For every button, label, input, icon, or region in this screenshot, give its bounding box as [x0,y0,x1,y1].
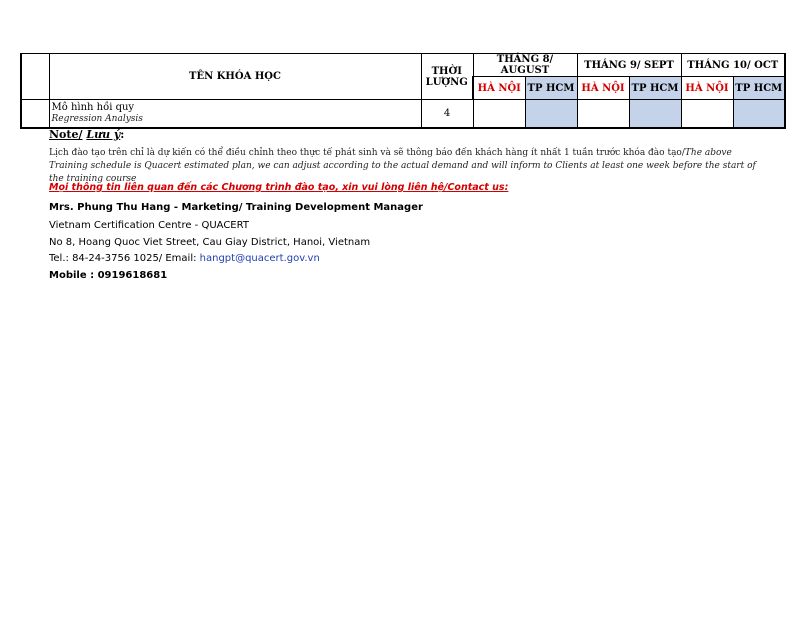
note-title [49,128,124,141]
training-schedule-table [20,53,786,129]
city-hanoi-header: HÀ NỘI [681,77,733,100]
schedule-cell [577,100,629,129]
month-august-header: THÁNG 8/ AUGUST [473,54,577,77]
table-row [21,100,785,129]
city-hanoi-header: HÀ NỘI [577,77,629,100]
contact-tel-email [49,253,320,264]
month-october-header: THÁNG 10/ OCT [681,54,785,77]
month-september-header: THÁNG 9/ SEPT [577,54,681,77]
contact-name: Mrs. Phung Thu Hang - Marketing/ Training Development Manager [49,202,423,213]
note-title-en: Note/ [49,128,83,141]
note-text [49,147,769,186]
schedule-cell [629,100,681,129]
schedule-cell [525,100,577,129]
contact-address: No 8, Hoang Quoc Viet Street, Cau Giay District, Hanoi, Vietnam [49,237,371,248]
contact-heading: Mọi thông tin liên quan đến các Chương trình đào tạo, xin vui lòng liên hệ/Contact us: [49,182,509,193]
index-header-cell [21,54,49,100]
duration-cell: 4 [421,100,473,129]
index-cell [21,100,49,129]
course-name-en: Regression Analysis [51,114,143,124]
city-hcm-header: TP HCM [733,77,785,100]
course-name-vi: Mô hình hồi quy [51,102,135,113]
schedule-cell [681,100,733,129]
schedule-cell [473,100,525,129]
schedule-cell [733,100,785,129]
course-header: TÊN KHÓA HỌC [49,54,421,100]
note-text-en: The above Training schedule is Quacert estimated plan, we can adjust according to the actual demand and will inform to Clients at least one week before the start of the training course [49,148,756,184]
contact-organization: Vietnam Certification Centre - QUACERT [49,220,249,231]
table-header-row [21,54,785,77]
city-hcm-header: TP HCM [525,77,577,100]
note-title-colon: : [120,128,125,141]
contact-email-link[interactable]: hangpt@quacert.gov.vn [199,253,320,264]
course-cell [49,100,421,129]
city-hcm-header: TP HCM [629,77,681,100]
note-title-vi: Lưu ý [86,128,121,141]
city-hanoi-header: HÀ NỘI [473,77,525,100]
contact-mobile: Mobile : 0919618681 [49,270,168,281]
note-text-vi: Lịch đào tạo trên chỉ là dự kiến có thể điều chỉnh theo thực tế phát sinh và sẽ thông báo đến khách hàng ít nhất 1 tuần trước khóa đào tạo/ [49,148,685,158]
contact-tel: Tel.: 84-24-3756 1025/ Email: [49,253,200,264]
duration-header: THỜI LƯỢNG [421,54,473,100]
